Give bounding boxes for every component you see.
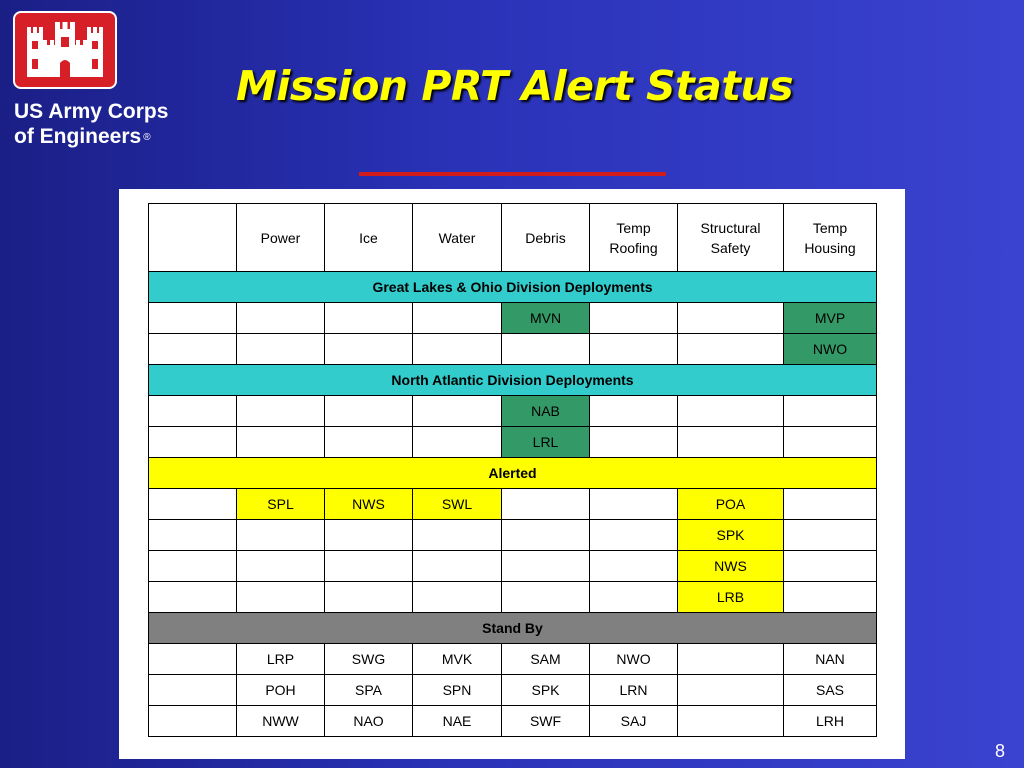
table-cell: SAM xyxy=(502,644,590,675)
registered-mark: ® xyxy=(143,131,151,143)
table-cell xyxy=(502,489,590,520)
table-cell xyxy=(784,396,877,427)
table-cell xyxy=(149,582,237,613)
table-cell xyxy=(413,427,502,458)
table-cell xyxy=(590,334,678,365)
table-cell: NAN xyxy=(784,644,877,675)
table-cell xyxy=(149,520,237,551)
table-cell xyxy=(325,551,413,582)
table-cell: LRH xyxy=(784,706,877,737)
header-row xyxy=(149,204,877,272)
table-row xyxy=(149,427,877,458)
table-cell: SAJ xyxy=(590,706,678,737)
organization-name xyxy=(14,99,168,150)
table-cell xyxy=(149,396,237,427)
table-cell: MVN xyxy=(502,303,590,334)
table-cell xyxy=(237,396,325,427)
table-cell xyxy=(590,303,678,334)
table-cell xyxy=(149,551,237,582)
alert-status-table xyxy=(148,203,877,737)
table-cell: LRL xyxy=(502,427,590,458)
section-label: Alerted xyxy=(149,458,877,489)
org-line-1: US Army Corps xyxy=(14,100,169,123)
column-header xyxy=(149,204,237,272)
table-cell xyxy=(237,303,325,334)
table-body xyxy=(149,272,877,737)
table-cell xyxy=(678,675,784,706)
column-header: Temp Housing xyxy=(784,204,877,272)
table-row xyxy=(149,396,877,427)
table-cell xyxy=(502,551,590,582)
page-number: 8 xyxy=(994,741,1005,761)
table-cell xyxy=(149,489,237,520)
table-cell xyxy=(325,334,413,365)
table-cell: POH xyxy=(237,675,325,706)
table-cell xyxy=(149,675,237,706)
table-cell: SPK xyxy=(502,675,590,706)
table-cell: LRB xyxy=(678,582,784,613)
column-header: Temp Roofing xyxy=(590,204,678,272)
table-cell xyxy=(325,520,413,551)
table-cell: LRN xyxy=(590,675,678,706)
title-underline xyxy=(359,172,666,176)
table-cell xyxy=(502,334,590,365)
table-cell xyxy=(590,551,678,582)
table-cell xyxy=(590,520,678,551)
table-row xyxy=(149,706,877,737)
org-line-2-text: of Engineers xyxy=(14,125,142,148)
section-header-row xyxy=(149,613,877,644)
table-cell: SWL xyxy=(413,489,502,520)
table-cell xyxy=(325,427,413,458)
table-cell xyxy=(149,303,237,334)
table-row xyxy=(149,520,877,551)
table-cell: NWO xyxy=(590,644,678,675)
table-row xyxy=(149,644,877,675)
table-cell: NAO xyxy=(325,706,413,737)
column-header: Ice xyxy=(325,204,413,272)
table-cell xyxy=(325,582,413,613)
table-panel xyxy=(119,189,905,759)
table-cell xyxy=(784,427,877,458)
table-cell: POA xyxy=(678,489,784,520)
table-cell: SWF xyxy=(502,706,590,737)
section-header-row xyxy=(149,365,877,396)
slide-title: Mission PRT Alert Status xyxy=(236,62,794,110)
table-row xyxy=(149,551,877,582)
table-row xyxy=(149,582,877,613)
section-label: North Atlantic Division Deployments xyxy=(149,365,877,396)
table-cell xyxy=(678,644,784,675)
table-row xyxy=(149,303,877,334)
table-cell xyxy=(237,551,325,582)
table-cell xyxy=(784,489,877,520)
column-header: Water xyxy=(413,204,502,272)
table-cell xyxy=(149,334,237,365)
table-cell: SWG xyxy=(325,644,413,675)
table-cell xyxy=(237,582,325,613)
table-cell xyxy=(237,520,325,551)
table-cell xyxy=(590,582,678,613)
table-cell: SPA xyxy=(325,675,413,706)
table-cell xyxy=(325,396,413,427)
table-cell: SPL xyxy=(237,489,325,520)
table-cell: NAE xyxy=(413,706,502,737)
table-cell: SPK xyxy=(678,520,784,551)
table-row xyxy=(149,675,877,706)
table-cell xyxy=(590,427,678,458)
table-cell xyxy=(149,644,237,675)
table-cell xyxy=(413,551,502,582)
table-cell: NAB xyxy=(502,396,590,427)
table-cell: MVK xyxy=(413,644,502,675)
table-cell xyxy=(678,427,784,458)
usace-logo xyxy=(13,11,117,89)
table-cell xyxy=(502,520,590,551)
section-header-row xyxy=(149,458,877,489)
table-cell: NWO xyxy=(784,334,877,365)
table-cell xyxy=(784,582,877,613)
table-cell: SPN xyxy=(413,675,502,706)
table-cell xyxy=(678,396,784,427)
table-cell: SAS xyxy=(784,675,877,706)
table-cell xyxy=(502,582,590,613)
section-label: Stand By xyxy=(149,613,877,644)
table-cell xyxy=(590,489,678,520)
table-cell xyxy=(784,520,877,551)
table-cell xyxy=(149,427,237,458)
table-cell xyxy=(678,303,784,334)
table-cell xyxy=(413,303,502,334)
table-cell xyxy=(237,334,325,365)
table-cell xyxy=(413,396,502,427)
table-cell: LRP xyxy=(237,644,325,675)
section-header-row xyxy=(149,272,877,303)
table-cell xyxy=(237,427,325,458)
table-cell xyxy=(149,706,237,737)
table-row xyxy=(149,489,877,520)
section-label: Great Lakes & Ohio Division Deployments xyxy=(149,272,877,303)
table-cell xyxy=(678,334,784,365)
table-cell xyxy=(413,520,502,551)
org-line-2 xyxy=(14,124,168,150)
table-cell xyxy=(678,706,784,737)
table-cell xyxy=(784,551,877,582)
column-header: Debris xyxy=(502,204,590,272)
castle-icon xyxy=(23,19,107,81)
table-cell: NWW xyxy=(237,706,325,737)
table-cell: NWS xyxy=(678,551,784,582)
column-header: Power xyxy=(237,204,325,272)
table-cell: NWS xyxy=(325,489,413,520)
table-cell xyxy=(590,396,678,427)
table-cell xyxy=(325,303,413,334)
table-cell xyxy=(413,582,502,613)
table-cell xyxy=(413,334,502,365)
table-row xyxy=(149,334,877,365)
table-cell: MVP xyxy=(784,303,877,334)
column-header: Structural Safety xyxy=(678,204,784,272)
